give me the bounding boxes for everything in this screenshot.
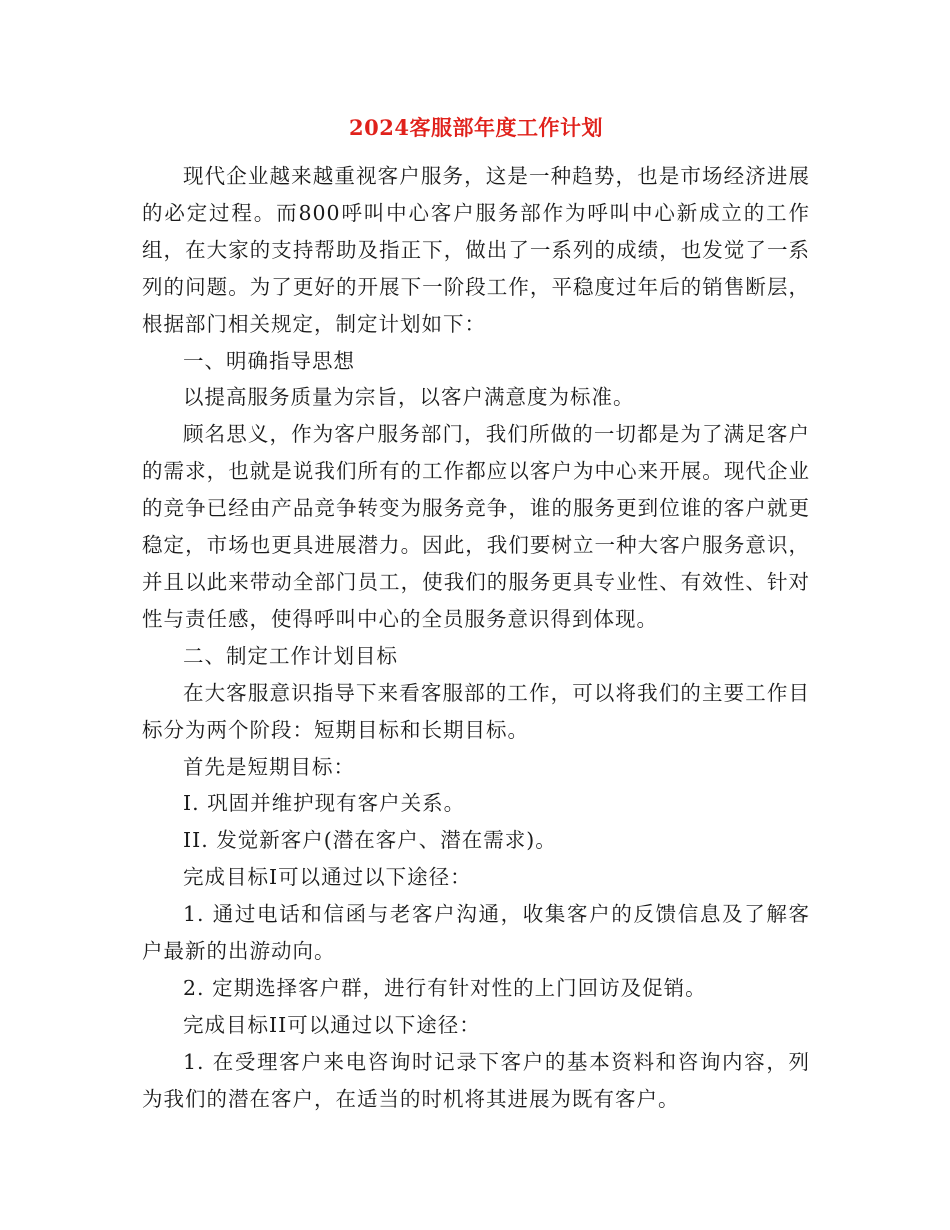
paragraph-goals-overview: 在大客服意识指导下来看客服部的工作，可以将我们的主要工作目标分为两个阶段：短期目标和长期目标。 [142,680,810,742]
list-item-goal-1-step-2: 2. 定期选择客户群，进行有针对性的上门回访及促销。 [183,975,707,1000]
heading-work-goals: 二、制定工作计划目标 [183,643,398,668]
paragraph-principle-statement: 以提高服务质量为宗旨，以客户满意度为标准。 [183,385,635,410]
list-item-goal-2-step-1: 1. 在受理客户来电咨询时记录下客户的基本资料和咨询内容，列为我们的潜在客户，在适当的时机将其进展为既有客户。 [142,1049,810,1111]
list-item-goal-2: II. 发觉新客户(潜在客户、潜在需求)。 [183,828,557,853]
document-body [142,112,810,1118]
document-title: 2024客服部年度工作计划 [349,115,603,140]
paragraph-principle-detail: 顾名思义，作为客户服务部门，我们所做的一切都是为了满足客户的需求，也就是说我们所有的工作都应以客户为中心来开展。现代企业的竞争已经由产品竞争转变为服务竞争，谁的服务更到位谁的客户就更稳定，市场也更具进展潜力。因此，我们要树立一种大客户服务意识，并且以此来带动全部门员工，使我们的服务更具专业性、有效性、针对性与责任感，使得呼叫中心的全员服务意识得到体现。 [142,422,810,631]
paragraph-short-term-intro: 首先是短期目标： [183,754,355,779]
paragraph-goal-2-approach: 完成目标II可以通过以下途径： [183,1012,481,1037]
heading-guiding-principle: 一、明确指导思想 [183,348,355,373]
list-item-goal-1-step-1: 1. 通过电话和信函与老客户沟通，收集客户的反馈信息及了解客户最新的出游动向。 [142,902,810,964]
paragraph-goal-1-approach: 完成目标I可以通过以下途径： [183,865,472,890]
list-item-goal-1: I. 巩固并维护现有客户关系。 [183,791,466,816]
paragraph-intro: 现代企业越来越重视客户服务，这是一种趋势，也是市场经济进展的必定过程。而800呼叫中心客户服务部作为呼叫中心新成立的工作组，在大家的支持帮助及指正下，做出了一系列的成绩，也发觉了一系列的问题。为了更好的开展下一阶段工作，平稳度过年后的销售断层，根据部门相关规定，制定计划如下： [142,164,810,336]
